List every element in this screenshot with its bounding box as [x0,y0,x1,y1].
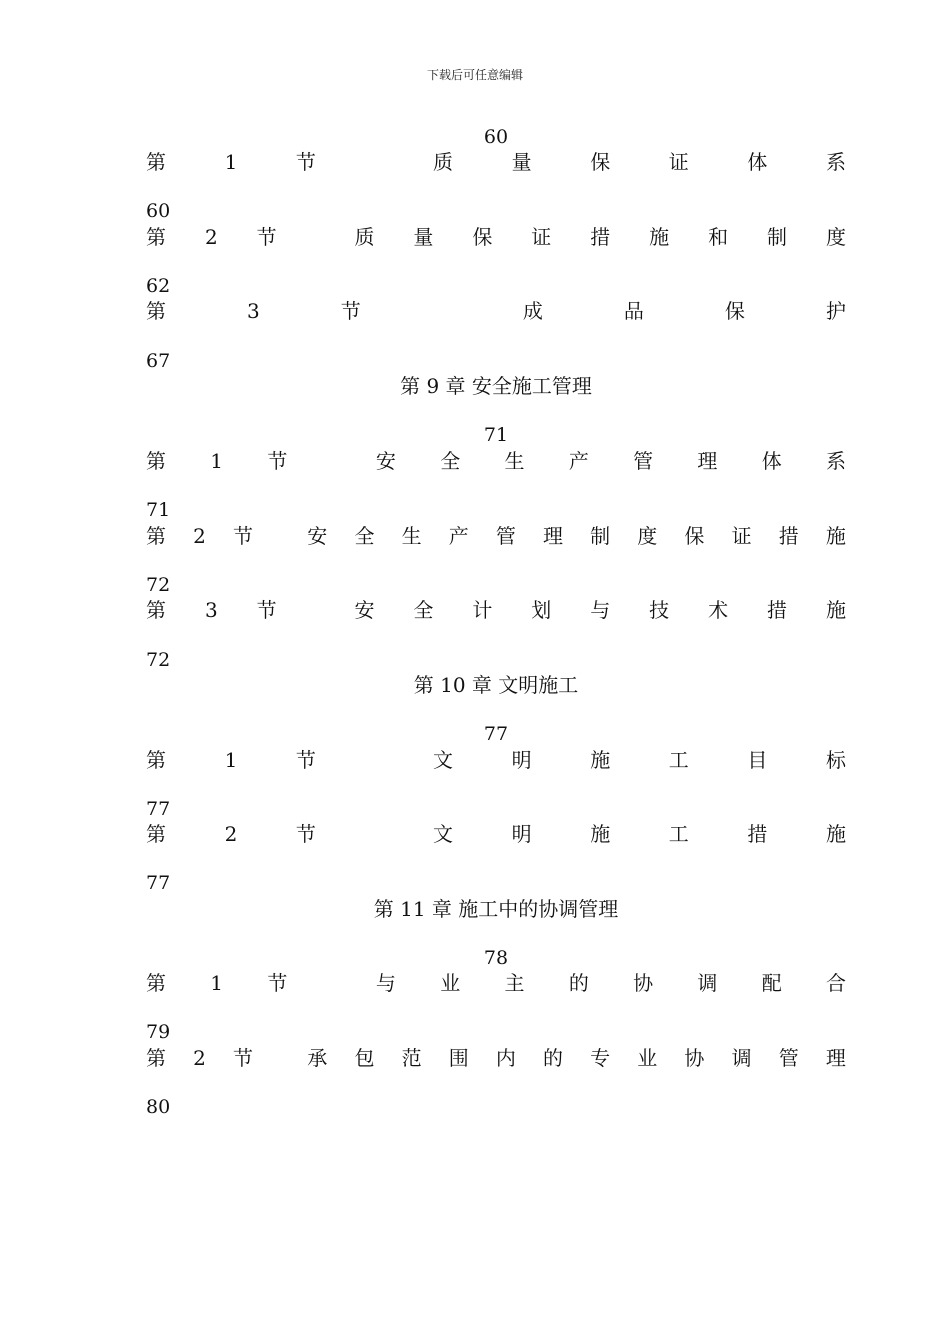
toc-char: 节 [267,449,288,473]
toc-char: 全 [440,449,461,473]
toc-char: 调 [697,971,718,995]
chapter-heading: 第 11 章 施工中的协调管理 [373,897,619,921]
page-number: 77 [146,872,171,894]
toc-char: 第 [146,598,166,622]
page-number: 79 [146,1021,171,1043]
toc-char: 保 [472,225,493,249]
toc-char: 产 [568,449,589,473]
toc-char: 管 [495,524,516,548]
page-number: 77 [146,798,171,820]
toc-char: 配 [761,971,782,995]
toc-char: 标 [825,748,846,772]
toc-char: 专 [590,1046,611,1070]
toc-char: 工 [668,748,689,772]
toc-section-entry [146,150,846,174]
toc-char: 第 [146,971,166,995]
toc-char: 节 [233,1046,254,1070]
toc-char: 业 [637,1046,658,1070]
toc-char: 管 [633,449,654,473]
toc-char: 第 [146,748,166,772]
toc-char: 安 [375,449,396,473]
toc-char: 1 [224,748,238,772]
toc-char: 制 [767,225,788,249]
toc-char: 第 [146,150,166,174]
toc-section-entry [146,598,846,622]
toc-char: 的 [543,1046,563,1070]
toc-char: 协 [633,971,654,995]
toc-section-entry [146,971,846,995]
page-number: 78 [483,947,509,969]
toc-char: 体 [747,150,768,174]
page-number: 72 [146,649,171,671]
toc-char: 生 [504,449,525,473]
toc-char: 生 [401,524,422,548]
toc-char: 第 [146,225,166,249]
toc-char: 全 [354,524,375,548]
toc-char: 措 [778,524,799,548]
toc-char: 度 [825,225,846,249]
toc-section-entry [146,748,846,772]
toc-char: 与 [375,971,396,995]
toc-char: 理 [825,1046,846,1070]
toc-char: 主 [504,971,525,995]
toc-char: 节 [295,150,316,174]
toc-char: 措 [590,225,611,249]
toc-char: 品 [623,299,644,323]
page-number: 60 [483,126,509,148]
toc-section-entry [146,299,846,323]
toc-char: 工 [668,822,689,846]
toc-char: 安 [354,598,375,622]
toc-char: 产 [448,524,469,548]
toc-char: 节 [233,524,254,548]
toc-char: 系 [825,150,846,174]
toc-char: 第 [146,299,166,323]
toc-char: 第 [146,1046,166,1070]
toc-char: 量 [511,150,532,174]
page-number: 62 [146,275,171,297]
toc-char: 度 [637,524,658,548]
toc-char: 施 [825,598,846,622]
toc-char: 理 [543,524,563,548]
toc-char: 施 [649,225,670,249]
toc-char: 文 [433,822,454,846]
toc-char: 1 [210,971,224,995]
page-number: 72 [146,574,171,596]
toc-char: 划 [531,598,552,622]
toc-char: 质 [433,150,454,174]
toc-char: 调 [731,1046,752,1070]
toc-char: 施 [825,524,846,548]
page-number: 80 [146,1096,171,1118]
toc-char: 保 [684,524,705,548]
toc-char: 明 [511,748,532,772]
toc-char: 明 [511,822,532,846]
toc-char: 3 [204,598,218,622]
toc-char: 3 [247,299,260,323]
page-header: 下载后可任意编辑 [426,68,523,82]
toc-char: 1 [210,449,224,473]
toc-char: 1 [224,150,238,174]
toc-char: 证 [531,225,552,249]
toc-char: 护 [825,299,846,323]
toc-section-entry [146,449,846,473]
toc-section-entry [146,225,846,249]
toc-char: 节 [295,822,316,846]
chapter-heading: 第 10 章 文明施工 [413,673,579,697]
toc-char: 2 [193,1046,206,1070]
toc-char: 保 [724,299,745,323]
toc-char: 系 [826,449,846,473]
toc-char: 施 [590,822,611,846]
toc-char: 的 [568,971,589,995]
toc-char: 措 [747,822,768,846]
page-number: 67 [146,350,171,372]
page-number: 71 [146,499,171,521]
toc-char: 与 [590,598,611,622]
toc-char: 安 [307,524,328,548]
toc-char: 和 [708,225,729,249]
toc-char: 量 [413,225,434,249]
toc-char: 节 [267,971,288,995]
page-number: 60 [146,200,171,222]
toc-section-entry [146,524,846,548]
toc-char: 2 [193,524,206,548]
toc-char: 第 [146,524,166,548]
toc-char: 围 [448,1046,469,1070]
toc-char: 业 [440,971,461,995]
toc-char: 节 [256,225,277,249]
toc-section-entry [146,1046,846,1070]
toc-char: 措 [767,598,788,622]
toc-char: 第 [146,822,166,846]
toc-char: 文 [433,748,454,772]
toc-char: 计 [472,598,493,622]
toc-char: 体 [761,449,782,473]
toc-section-entry [146,822,846,846]
page-number: 71 [483,424,509,446]
toc-char: 第 [146,449,166,473]
toc-char: 节 [256,598,277,622]
toc-char: 合 [826,971,846,995]
toc-char: 制 [590,524,611,548]
toc-char: 承 [307,1046,328,1070]
toc-char: 保 [590,150,611,174]
toc-char: 施 [590,748,611,772]
toc-char: 术 [708,598,729,622]
toc-char: 技 [649,598,670,622]
toc-char: 节 [295,748,316,772]
toc-char: 2 [204,225,218,249]
toc-char: 理 [697,449,718,473]
toc-char: 范 [401,1046,422,1070]
toc-char: 质 [354,225,375,249]
toc-char: 施 [825,822,846,846]
toc-char: 目 [747,748,768,772]
toc-char: 管 [778,1046,799,1070]
toc-char: 协 [684,1046,705,1070]
chapter-heading: 第 9 章 安全施工管理 [400,374,592,398]
toc-char: 包 [354,1046,375,1070]
page-number: 77 [483,723,509,745]
toc-char: 成 [522,299,543,323]
toc-char: 2 [224,822,238,846]
toc-char: 证 [731,524,752,548]
toc-char: 全 [413,598,434,622]
toc-char: 证 [668,150,689,174]
toc-char: 内 [495,1046,516,1070]
toc-char: 节 [340,299,361,323]
